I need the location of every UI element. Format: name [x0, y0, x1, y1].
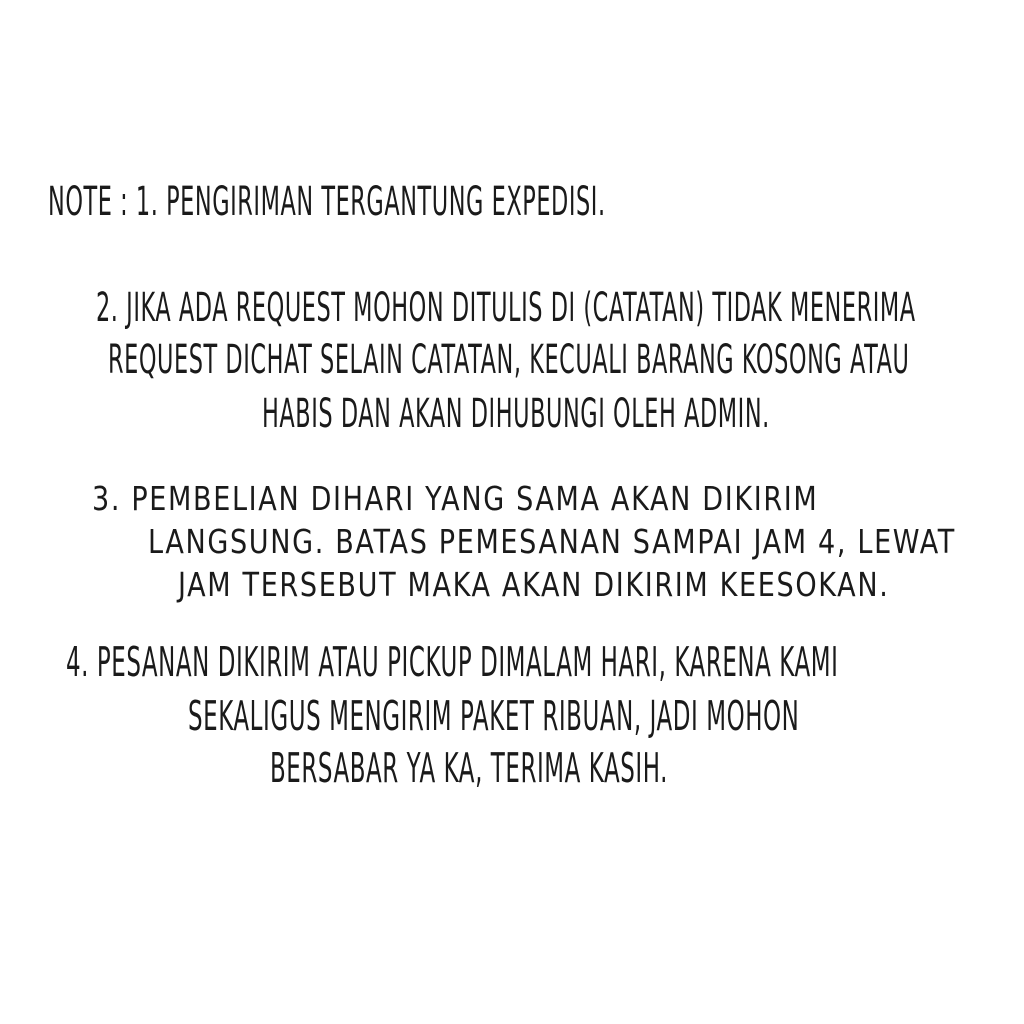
note-item-2-line-2: REQUEST DICHAT SELAIN CATATAN, KECUALI BARANG KOSONG ATAU: [108, 337, 910, 383]
note-item-4-line-3: BERSABAR YA KA, TERIMA KASIH.: [270, 744, 669, 792]
note-item-3-line-2: LANGSUNG. BATAS PEMESANAN SAMPAI JAM 4, LEWAT: [148, 522, 956, 561]
note-item-2-line-3: HABIS DAN AKAN DIHUBUNGI OLEH ADMIN.: [262, 391, 770, 437]
note-item-3-line-1: 3. PEMBELIAN DIHARI YANG SAMA AKAN DIKIRIM: [92, 479, 819, 518]
note-item-1: NOTE : 1. PENGIRIMAN TERGANTUNG EXPEDISI.: [48, 179, 606, 225]
note-item-2-line-1: 2. JIKA ADA REQUEST MOHON DITULIS DI (CATATAN) TIDAK MENERIMA: [96, 285, 916, 331]
note-item-4-line-1: 4. PESANAN DIKIRIM ATAU PICKUP DIMALAM HARI, KARENA KAMI: [66, 638, 839, 686]
note-item-3-line-3: JAM TERSEBUT MAKA AKAN DIKIRIM KEESOKAN.: [178, 565, 890, 604]
note-item-4-line-2: SEKALIGUS MENGIRIM PAKET RIBUAN, JADI MOHON: [188, 692, 800, 740]
